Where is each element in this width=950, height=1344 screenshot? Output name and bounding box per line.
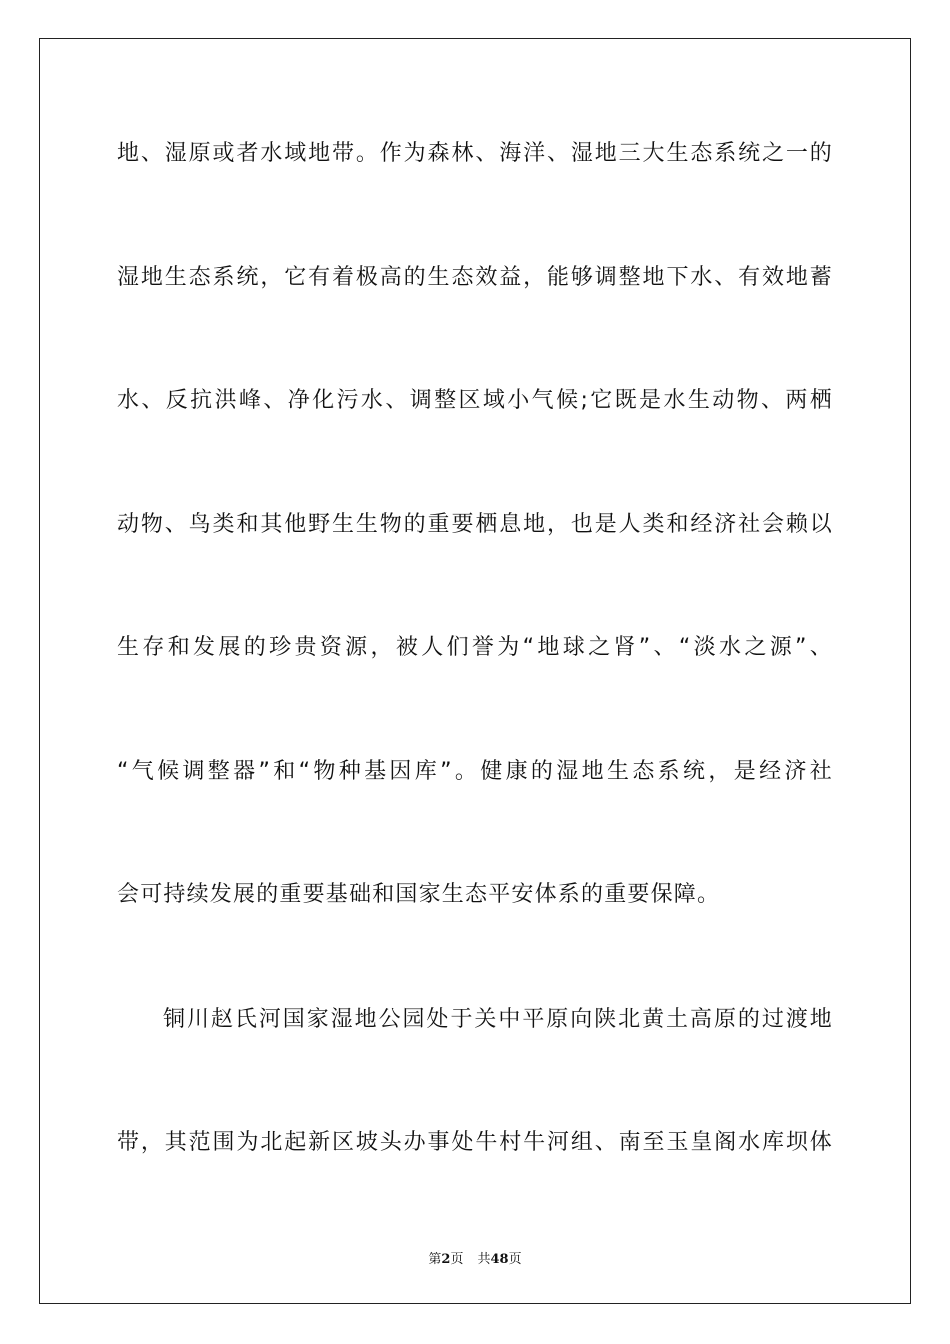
body-text-line-2: 湿地生态系统，它有着极高的生态效益，能够调整地下水、有效地蓄 bbox=[117, 265, 833, 290]
body-text-line-4: 动物、鸟类和其他野生生物的重要栖息地，也是人类和经济社会赖以 bbox=[117, 512, 833, 537]
footer-page-suffix: 页 bbox=[450, 1252, 464, 1267]
footer-total-suffix: 页 bbox=[508, 1252, 522, 1267]
body-text-line-6: “气候调整器”和“物种基因库”。健康的湿地生态系统，是经济社 bbox=[117, 759, 833, 784]
body-text-line-1: 地、湿原或者水域地带。作为森林、海洋、湿地三大生态系统之一的 bbox=[117, 141, 833, 166]
body-text-line-5: 生存和发展的珍贵资源，被人们誉为“地球之肾”、“淡水之源”、 bbox=[117, 635, 833, 660]
body-text-paragraph-2-line-2: 带，其范围为北起新区坡头办事处牛村牛河组、南至玉皇阁水库坝体 bbox=[117, 1130, 833, 1155]
page-footer bbox=[0, 1248, 950, 1267]
footer-page-prefix: 第 bbox=[428, 1252, 442, 1267]
page-border bbox=[39, 38, 911, 1304]
footer-page-number: 2 bbox=[441, 1252, 451, 1267]
body-text-line-3: 水、反抗洪峰、净化污水、调整区域小气候;它既是水生动物、两栖 bbox=[117, 388, 833, 413]
footer-total-prefix: 共 bbox=[477, 1252, 491, 1267]
footer-total-number: 48 bbox=[490, 1252, 509, 1267]
body-text-line-7: 会可持续发展的重要基础和国家生态平安体系的重要保障。 bbox=[117, 882, 721, 907]
body-text-paragraph-2-line-1: 铜川赵氏河国家湿地公园处于关中平原向陕北黄土高原的过渡地 bbox=[163, 1007, 833, 1032]
